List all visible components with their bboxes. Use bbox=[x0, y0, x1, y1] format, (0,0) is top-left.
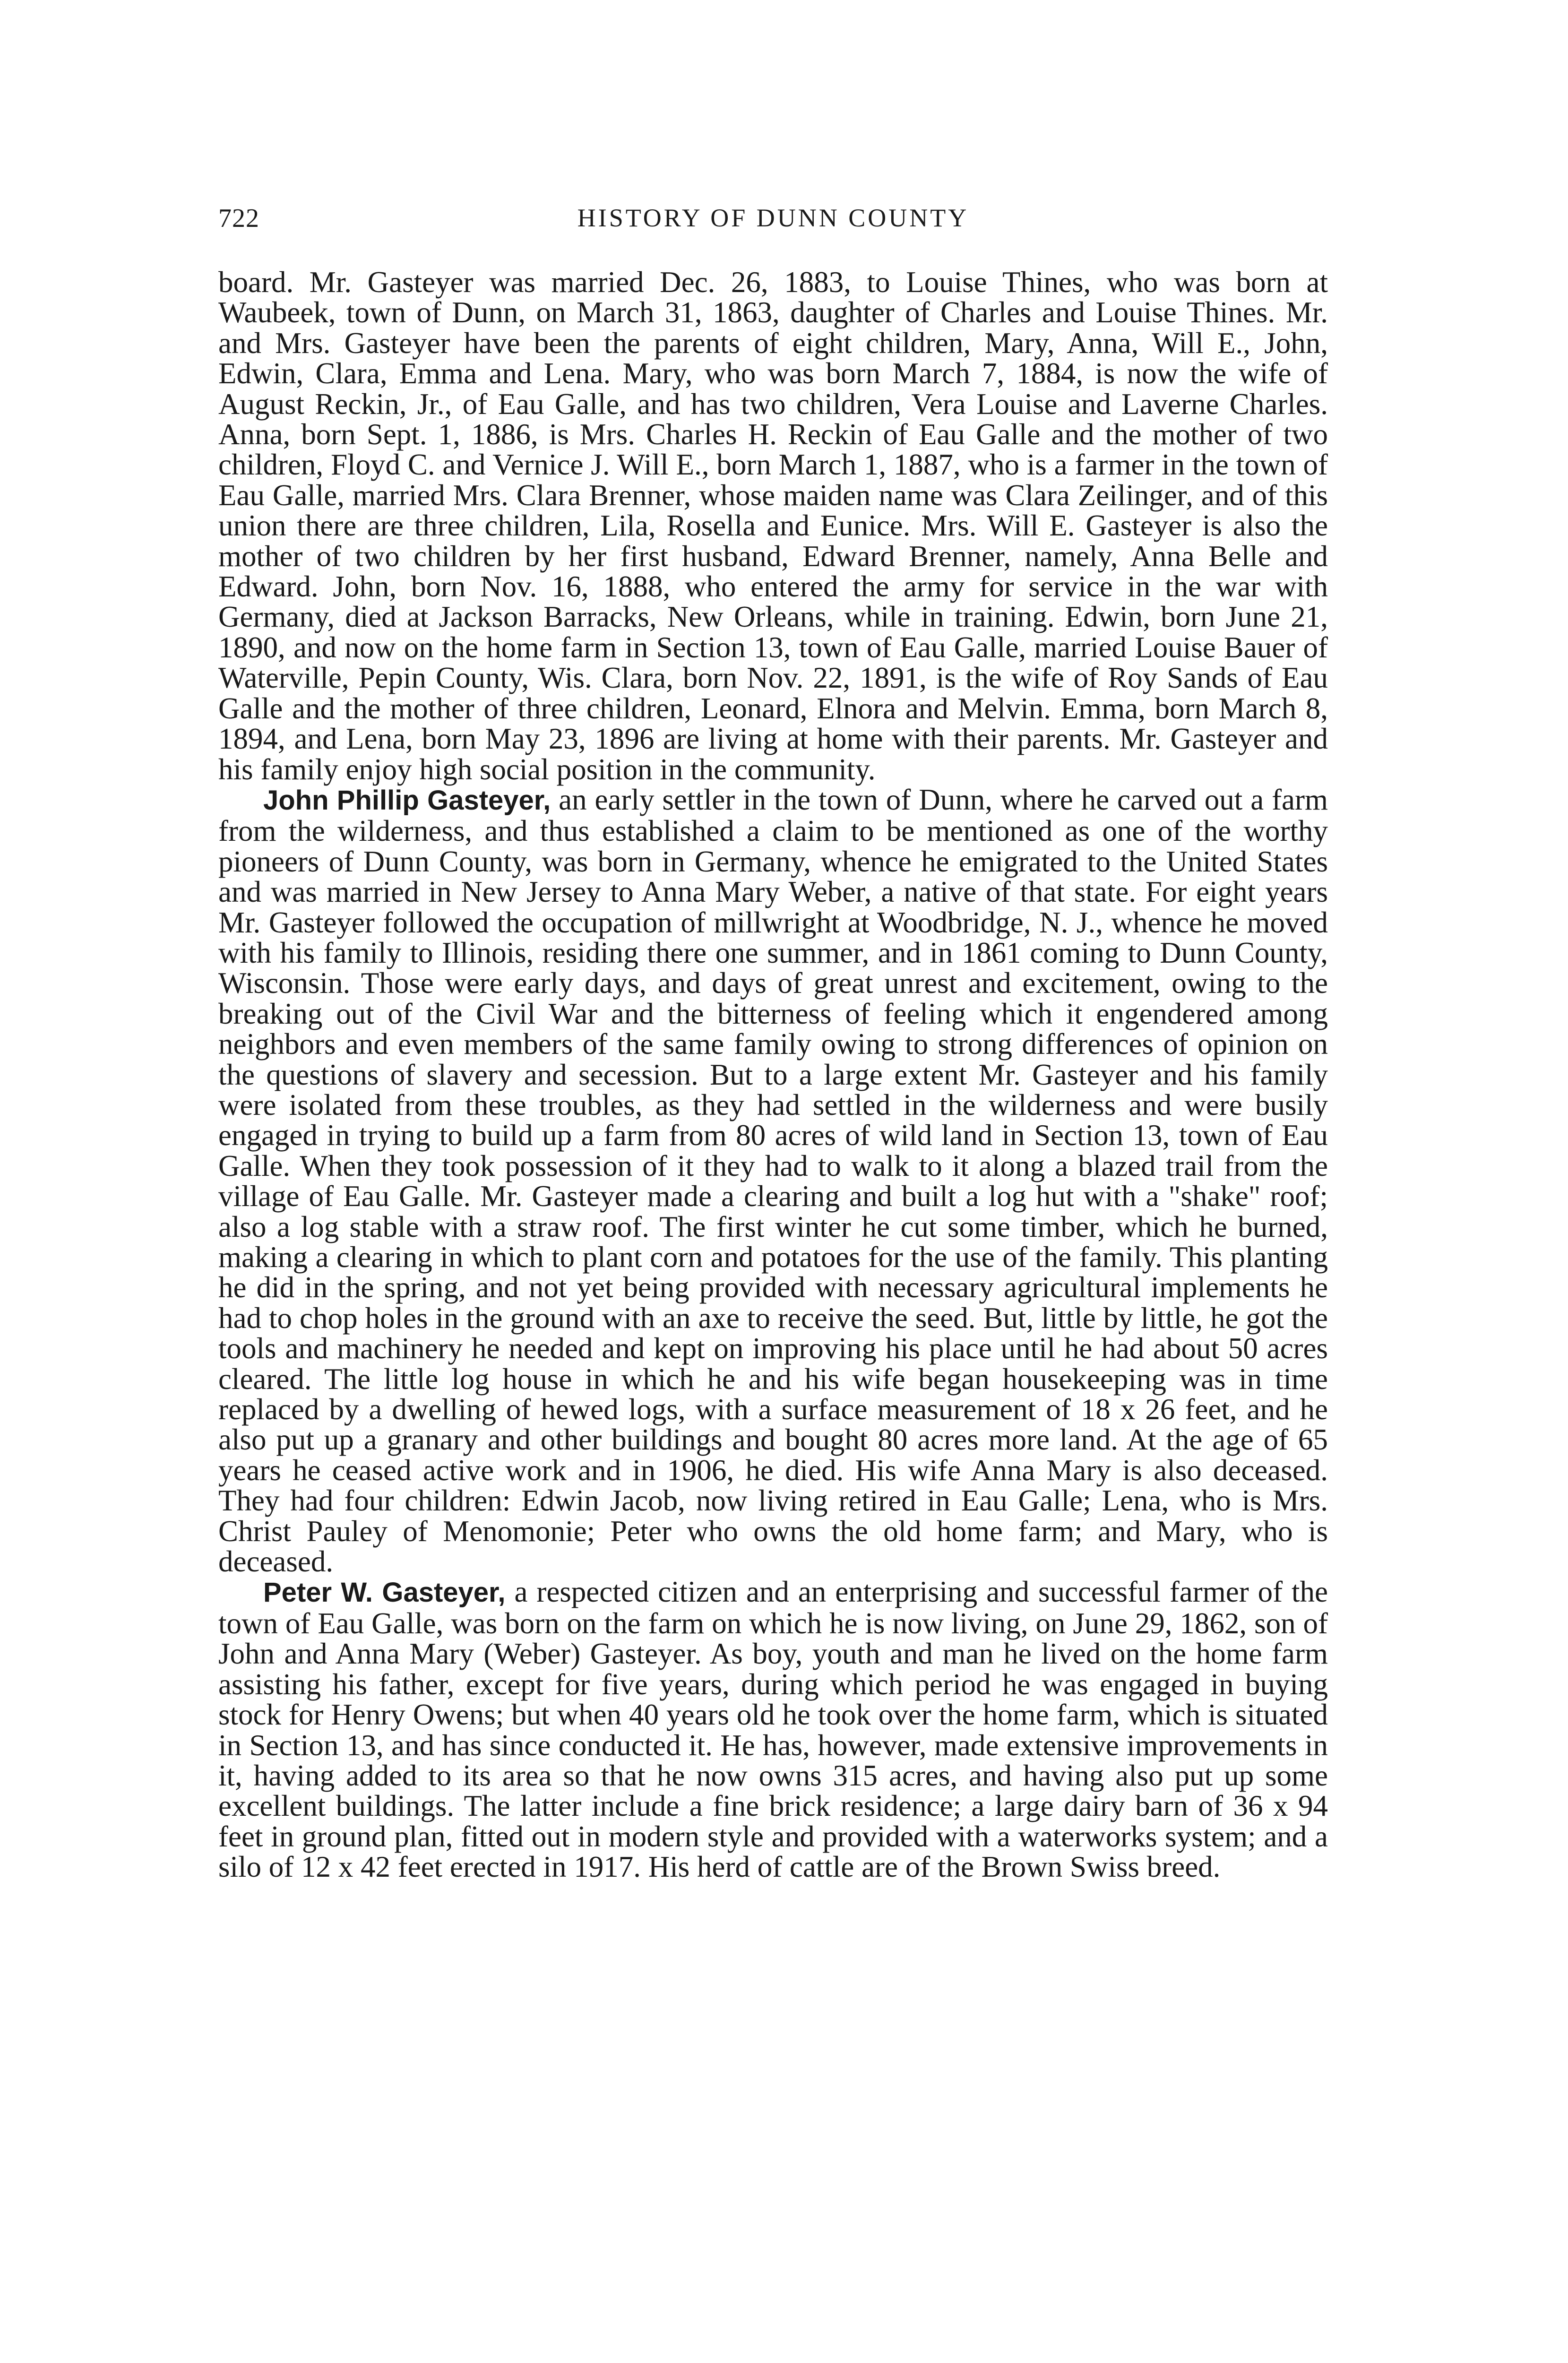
running-head bbox=[218, 203, 1328, 241]
biography-name: Peter W. Gasteyer, bbox=[263, 1577, 506, 1608]
paragraph-text: board. Mr. Gasteyer was married Dec. 26, 1883, to Louise Thines, who was born at Waubeek, town of Dunn, on March 31, 1863, daughter of Charles and Louise Thines. Mr. and Mrs. Gasteyer have been the parents of eight children, Mary, Anna, Will E., John, Edwin, Clara, Emma and Lena. Mary, who was born March 7, 1884, is now the wife of August Reckin, Jr., of Eau Galle, and has two children, Vera Louise and Laverne Charles. Anna, born Sept. 1, 1886, is Mrs. Charles H. Reckin of Eau Galle and the mother of two children, Floyd C. and Vernice J. Will E., born March 1, 1887, who is a farmer in the town of Eau Galle, married Mrs. Clara Brenner, whose maiden name was Clara Zeilinger, and of this union there are three children, Lila, Rosella and Eunice. Mrs. Will E. Gasteyer is also the mother of two children by her first husband, Edward Brenner, namely, Anna Belle and Edward. John, born Nov. 16, 1888, who entered the army for service in the war with Germany, died at Jackson Barracks, New Orleans, while in training. Edwin, born June 21, 1890, and now on the home farm in Section 13, town of Eau Galle, married Louise Bauer of Waterville, Pepin County, Wis. Clara, born Nov. 22, 1891, is the wife of Roy Sands of Eau Galle and the mother of three children, Leonard, Elnora and Melvin. Emma, born March 8, 1894, and Lena, born May 23, 1896 are living at home with their parents. Mr. Gasteyer and his family enjoy high social position in the community. bbox=[218, 266, 1328, 786]
paragraph-continued bbox=[218, 267, 1328, 785]
paragraph-text: an early settler in the town of Dunn, where he carved out a farm from the wilderness, and thus established a claim to be mentioned as one of the worthy pioneers of Dunn County, was born in Germany, whence he emigrated to the United States and was married in New Jersey to Anna Mary Weber, a native of that state. For eight years Mr. Gasteyer followed the occupation of millwright at Woodbridge, N. J., whence he moved with his family to Illinois, residing there one summer, and in 1861 coming to Dunn County, Wisconsin. Those were early days, and days of great unrest and excitement, owing to the breaking out of the Civil War and the bitterness of feeling which it engendered among neighbors and even members of the same family owing to strong differences of opinion on the questions of slavery and secession. But to a large extent Mr. Gasteyer and his family were isolated from these troubles, as they had settled in the wilderness and were busily engaged in trying to build up a farm from 80 acres of wild land in Section 13, town of Eau Galle. When they took possession of it they had to walk to it along a blazed trail from the village of Eau Galle. Mr. Gasteyer made a clearing and built a log hut with a "shake" roof; also a log stable with a straw roof. The first winter he cut some timber, which he burned, making a clearing in which to plant corn and potatoes for the use of the family. This planting he did in the spring, and not yet being provided with necessary agricultural implements he had to chop holes in the ground with an axe to receive the seed. But, little by little, he got the tools and machinery he needed and kept on improving his place until he had about 50 acres cleared. The little log house in which he and his wife began housekeeping was in time replaced by a dwelling of hewed logs, with a surface measurement of 18 x 26 feet, and he also put up a granary and other buildings and bought 80 acres more land. At the age of 65 years he ceased active work and in 1906, he died. His wife Anna Mary is also deceased. They had four children: Edwin Jacob, now living retired in Eau Galle; Lena, who is Mrs. Christ Pauley of Menomonie; Peter who owns the old home farm; and Mary, who is deceased. bbox=[218, 783, 1328, 1578]
running-title: HISTORY OF DUNN COUNTY bbox=[577, 204, 969, 232]
paragraph-text: a respected citizen and an enterprising and successful farmer of the town of Eau Galle, was born on the farm on which he is now living, on June 29, 1862, son of John and Anna Mary (Weber) Gasteyer. As boy, youth and man he lived on the home farm assisting his father, except for five years, during which period he was engaged in buying stock for Henry Owens; but when 40 years old he took over the home farm, which is situated in Section 13, and has since conducted it. He has, however, made extensive improvements in it, having added to its area so that he now owns 315 acres, and having also put up some excellent buildings. The latter include a fine brick residence; a large dairy barn of 36 x 94 feet in ground plan, fitted out in modern style and provided with a waterworks system; and a silo of 12 x 42 feet erected in 1917. His herd of cattle are of the Brown Swiss breed. bbox=[218, 1575, 1328, 1884]
biography-name: John Phillip Gasteyer, bbox=[263, 785, 551, 816]
paragraph-peter-w-gasteyer bbox=[218, 1577, 1328, 1882]
paragraph-john-phillip-gasteyer bbox=[218, 785, 1328, 1577]
body-text bbox=[218, 267, 1328, 1882]
page-number: 722 bbox=[218, 204, 259, 233]
